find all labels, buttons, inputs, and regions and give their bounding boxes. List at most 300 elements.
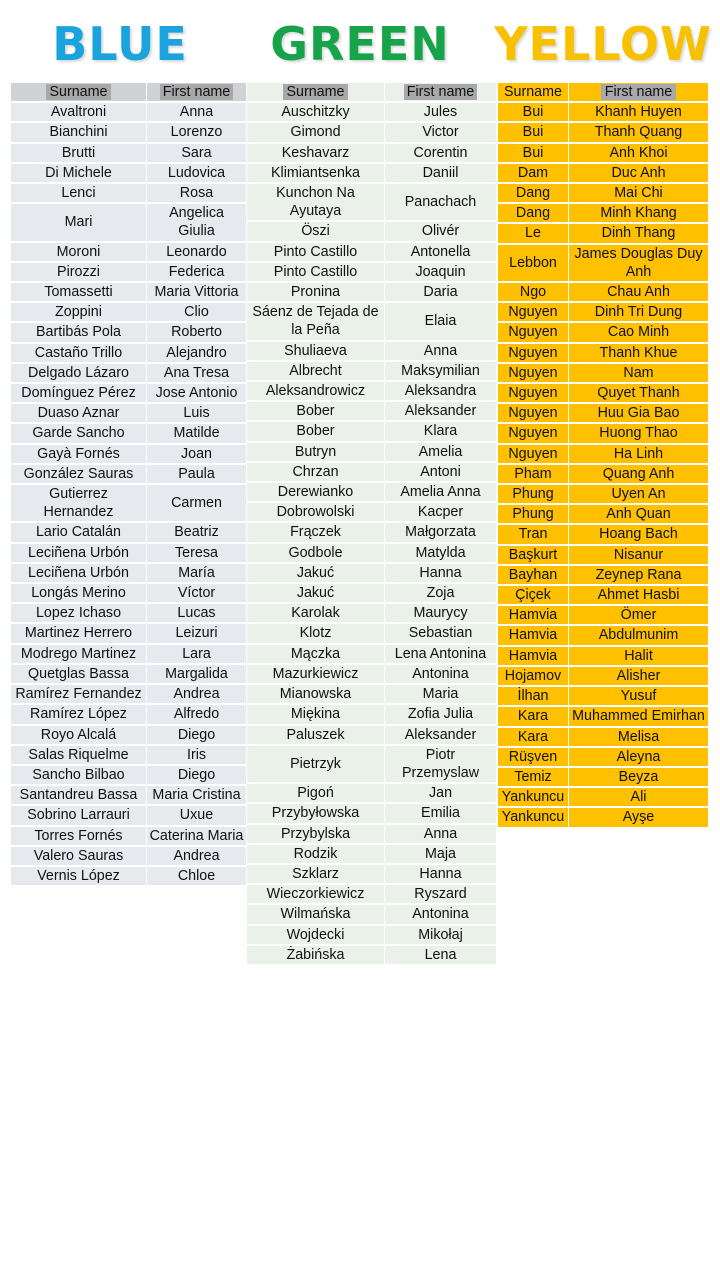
surname-cell: Mianowska	[246, 685, 384, 703]
first-name-cell: Federica	[146, 263, 246, 281]
surname-cell: Wieczorkiewicz	[246, 885, 384, 903]
table-row	[10, 445, 246, 463]
surname-cell: Pham	[497, 465, 568, 483]
first-name-cell: Alisher	[568, 667, 708, 685]
table-row	[246, 402, 496, 420]
first-name-cell: Klara	[384, 422, 496, 440]
surname-cell: Quetglas Bassa	[10, 665, 146, 683]
table-row	[246, 604, 496, 622]
first-name-cell: Mikołaj	[384, 926, 496, 944]
table-row	[10, 827, 246, 845]
surname-cell: Le	[497, 224, 568, 242]
table-row	[10, 204, 246, 240]
table-row	[497, 606, 708, 624]
table-row	[246, 645, 496, 663]
first-name-cell: Huong Thao	[568, 424, 708, 442]
table-row	[497, 707, 708, 725]
surname-cell: Salas Riquelme	[10, 746, 146, 764]
surname-cell: Delgado Lázaro	[10, 364, 146, 382]
first-name-cell: Hanna	[384, 865, 496, 883]
first-name-cell: Diego	[146, 766, 246, 784]
table-row	[246, 564, 496, 582]
first-name-cell: Elaia	[384, 303, 496, 339]
surname-cell: Hamvia	[497, 647, 568, 665]
first-name-cell: Anh Khoi	[568, 144, 708, 162]
surname-cell: Pietrzyk	[246, 746, 384, 782]
first-name-cell: Maria Vittoria	[146, 283, 246, 301]
first-name-cell: Aleksander	[384, 402, 496, 420]
first-name-cell: Victor	[384, 123, 496, 141]
table-row	[246, 123, 496, 141]
surname-cell: Aleksandrowicz	[246, 382, 384, 400]
first-name-cell: Maria Cristina	[146, 786, 246, 804]
table-row	[246, 946, 496, 964]
table-row	[246, 243, 496, 261]
table-row	[10, 645, 246, 663]
table-row	[10, 283, 246, 301]
surname-cell: Wilmańska	[246, 905, 384, 923]
first-name-cell: Dinh Thang	[568, 224, 708, 242]
surname-header: Surname	[10, 83, 146, 101]
surname-cell: Pronina	[246, 283, 384, 301]
green-team-title: GREEN	[270, 17, 450, 71]
first-name-cell: Sebastian	[384, 624, 496, 642]
first-name-cell: Aleksandra	[384, 382, 496, 400]
table-row	[497, 647, 708, 665]
first-name-cell: Clio	[146, 303, 246, 321]
first-name-cell: Halit	[568, 647, 708, 665]
first-name-cell: Lucas	[146, 604, 246, 622]
surname-cell: Szklarz	[246, 865, 384, 883]
surname-cell: Klimiantsenka	[246, 164, 384, 182]
first-name-cell: Zeynep Rana	[568, 566, 708, 584]
first-name-cell: Lena Antonina	[384, 645, 496, 663]
table-row	[497, 748, 708, 766]
table-row	[246, 926, 496, 944]
table-row	[246, 303, 496, 339]
table-row	[10, 323, 246, 341]
first-name-cell: Margalida	[146, 665, 246, 683]
surname-cell: Çiçek	[497, 586, 568, 604]
first-name-cell: Andrea	[146, 685, 246, 703]
first-name-cell: Teresa	[146, 544, 246, 562]
first-name-cell: Joaquin	[384, 263, 496, 281]
table-row	[246, 503, 496, 521]
first-name-cell: Beyza	[568, 768, 708, 786]
first-name-cell: Huu Gia Bao	[568, 404, 708, 422]
surname-cell: Brutti	[10, 144, 146, 162]
surname-cell: Temiz	[497, 768, 568, 786]
first-name-cell: Ludovica	[146, 164, 246, 182]
surname-cell: Bartibás Pola	[10, 323, 146, 341]
first-name-header: First name	[384, 83, 496, 101]
table-row	[246, 342, 496, 360]
table-row	[246, 746, 496, 782]
surname-cell: Santandreu Bassa	[10, 786, 146, 804]
surname-cell: Kara	[497, 728, 568, 746]
first-name-header: First name	[146, 83, 246, 101]
surname-cell: Moroni	[10, 243, 146, 261]
surname-cell: Nguyen	[497, 404, 568, 422]
table-row	[10, 164, 246, 182]
surname-cell: González Sauras	[10, 465, 146, 483]
table-row	[10, 485, 246, 521]
surname-cell: Bober	[246, 402, 384, 420]
first-name-cell: Aleksander	[384, 726, 496, 744]
surname-header: Surname	[246, 83, 384, 101]
surname-cell: Di Michele	[10, 164, 146, 182]
surname-cell: Duaso Aznar	[10, 404, 146, 422]
yellow-rows	[497, 103, 708, 826]
first-name-cell: Jules	[384, 103, 496, 121]
surname-cell: Pinto Castillo	[246, 263, 384, 281]
table-row	[10, 364, 246, 382]
first-name-cell: Kacper	[384, 503, 496, 521]
surname-cell: Paluszek	[246, 726, 384, 744]
surname-cell: Hamvia	[497, 626, 568, 644]
table-row	[246, 825, 496, 843]
first-name-cell: Mai Chi	[568, 184, 708, 202]
surname-cell: Nguyen	[497, 445, 568, 463]
surname-cell: Sancho Bilbao	[10, 766, 146, 784]
first-name-cell: Andrea	[146, 847, 246, 865]
surname-cell: Ngo	[497, 283, 568, 301]
first-name-cell: Roberto	[146, 323, 246, 341]
first-name-cell: Maurycy	[384, 604, 496, 622]
table-row	[10, 665, 246, 683]
table-row	[246, 144, 496, 162]
table-row	[497, 505, 708, 523]
table-row	[10, 465, 246, 483]
first-name-cell: Antoni	[384, 463, 496, 481]
first-name-cell: Sara	[146, 144, 246, 162]
first-name-cell: Melisa	[568, 728, 708, 746]
green-header-row	[246, 83, 496, 101]
first-name-cell: Duc Anh	[568, 164, 708, 182]
table-row	[246, 665, 496, 683]
first-name-cell: Lorenzo	[146, 123, 246, 141]
table-row	[497, 204, 708, 222]
table-row	[497, 586, 708, 604]
table-row	[10, 123, 246, 141]
table-row	[497, 144, 708, 162]
first-name-cell: Iris	[146, 746, 246, 764]
surname-cell: Tran	[497, 525, 568, 543]
yellow-team-table	[497, 81, 708, 829]
surname-cell: Lopez Ichaso	[10, 604, 146, 622]
first-name-cell: Ha Linh	[568, 445, 708, 463]
surname-cell: İlhan	[497, 687, 568, 705]
first-name-cell: Uyen An	[568, 485, 708, 503]
table-row	[497, 283, 708, 301]
first-name-cell: Nisanur	[568, 546, 708, 564]
first-name-header: First name	[568, 83, 708, 101]
table-row	[497, 323, 708, 341]
table-row	[10, 624, 246, 642]
first-name-cell: Paula	[146, 465, 246, 483]
table-row	[497, 465, 708, 483]
surname-cell: Gutierrez Hernandez	[10, 485, 146, 521]
first-name-cell: Ahmet Hasbi	[568, 586, 708, 604]
table-row	[497, 525, 708, 543]
surname-cell: Vernis López	[10, 867, 146, 885]
surname-cell: Dam	[497, 164, 568, 182]
table-row	[497, 404, 708, 422]
surname-cell: Leciñena Urbón	[10, 544, 146, 562]
surname-cell: Bianchini	[10, 123, 146, 141]
table-row	[497, 626, 708, 644]
surname-cell: Jakuć	[246, 584, 384, 602]
first-name-cell: Ömer	[568, 606, 708, 624]
table-row	[10, 746, 246, 764]
table-row	[10, 523, 246, 541]
first-name-cell: Amelia	[384, 443, 496, 461]
surname-cell: Yankuncu	[497, 788, 568, 806]
table-row	[246, 544, 496, 562]
table-row	[246, 685, 496, 703]
surname-cell: Sáenz de Tejada de la Peña	[246, 303, 384, 339]
table-row	[497, 667, 708, 685]
first-name-cell: Chloe	[146, 867, 246, 885]
yellow-header-row	[497, 83, 708, 101]
first-name-cell: Quang Anh	[568, 465, 708, 483]
table-row	[246, 845, 496, 863]
table-row	[497, 687, 708, 705]
yellow-team-title: YELLOW	[494, 17, 712, 71]
first-name-cell: Maja	[384, 845, 496, 863]
first-name-cell: Ana Tresa	[146, 364, 246, 382]
table-row	[246, 705, 496, 723]
first-name-cell: Piotr Przemyslaw	[384, 746, 496, 782]
first-name-cell: Jan	[384, 784, 496, 802]
table-row	[497, 384, 708, 402]
surname-cell: Frączek	[246, 523, 384, 541]
table-row	[497, 546, 708, 564]
surname-cell: Castaño Trillo	[10, 344, 146, 362]
surname-cell: Dang	[497, 184, 568, 202]
first-name-cell: Alfredo	[146, 705, 246, 723]
surname-cell: Nguyen	[497, 303, 568, 321]
table-row	[246, 624, 496, 642]
surname-cell: Pinto Castillo	[246, 243, 384, 261]
surname-cell: Martinez Herrero	[10, 624, 146, 642]
green-rows	[246, 103, 496, 964]
table-row	[10, 263, 246, 281]
surname-cell: Albrecht	[246, 362, 384, 380]
first-name-cell: Diego	[146, 726, 246, 744]
table-row	[497, 485, 708, 503]
table-row	[246, 726, 496, 744]
surname-cell: Godbole	[246, 544, 384, 562]
table-row	[10, 685, 246, 703]
surname-cell: Başkurt	[497, 546, 568, 564]
table-row	[497, 344, 708, 362]
first-name-cell: Nam	[568, 364, 708, 382]
surname-cell: Pigoń	[246, 784, 384, 802]
surname-cell: Bui	[497, 123, 568, 141]
surname-cell: Jakuć	[246, 564, 384, 582]
table-row	[246, 283, 496, 301]
surname-header: Surname	[497, 83, 568, 101]
table-row	[246, 463, 496, 481]
surname-cell: Pirozzi	[10, 263, 146, 281]
surname-cell: Rüşven	[497, 748, 568, 766]
surname-cell: Bayhan	[497, 566, 568, 584]
table-row	[246, 382, 496, 400]
table-row	[246, 905, 496, 923]
first-name-cell: Thanh Quang	[568, 123, 708, 141]
surname-cell: Hamvia	[497, 606, 568, 624]
first-name-cell: Amelia Anna	[384, 483, 496, 501]
first-name-cell: Beatriz	[146, 523, 246, 541]
table-row	[10, 243, 246, 261]
table-row	[497, 768, 708, 786]
first-name-cell: Muhammed Emirhan	[568, 707, 708, 725]
first-name-cell: Abdulmunim	[568, 626, 708, 644]
surname-cell: Lenci	[10, 184, 146, 202]
surname-cell: Longás Merino	[10, 584, 146, 602]
first-name-cell: Alejandro	[146, 344, 246, 362]
surname-cell: Przybylska	[246, 825, 384, 843]
table-row	[10, 544, 246, 562]
table-row	[497, 123, 708, 141]
table-row	[246, 804, 496, 822]
first-name-cell: Panachach	[384, 184, 496, 220]
table-row	[246, 865, 496, 883]
surname-cell: Miękina	[246, 705, 384, 723]
surname-cell: Bui	[497, 144, 568, 162]
table-row	[246, 164, 496, 182]
surname-cell: Kara	[497, 707, 568, 725]
table-row	[246, 422, 496, 440]
surname-cell: Shuliaeva	[246, 342, 384, 360]
table-row	[497, 445, 708, 463]
surname-cell: Modrego Martinez	[10, 645, 146, 663]
table-row	[10, 103, 246, 121]
first-name-cell: Anna	[384, 342, 496, 360]
table-row	[10, 705, 246, 723]
surname-cell: Żabińska	[246, 946, 384, 964]
first-name-cell: Caterina Maria	[146, 827, 246, 845]
surname-cell: Garde Sancho	[10, 424, 146, 442]
surname-cell: Gayà Fornés	[10, 445, 146, 463]
surname-cell: Hojamov	[497, 667, 568, 685]
table-row	[497, 224, 708, 242]
surname-cell: Dobrowolski	[246, 503, 384, 521]
table-row	[10, 344, 246, 362]
first-name-cell: Víctor	[146, 584, 246, 602]
first-name-cell: Minh Khang	[568, 204, 708, 222]
surname-cell: Ramírez López	[10, 705, 146, 723]
table-row	[10, 144, 246, 162]
table-row	[497, 808, 708, 826]
first-name-cell: Luis	[146, 404, 246, 422]
first-name-cell: Matilde	[146, 424, 246, 442]
table-row	[497, 364, 708, 382]
first-name-cell: Thanh Khue	[568, 344, 708, 362]
table-row	[497, 103, 708, 121]
table-row	[497, 303, 708, 321]
surname-cell: Bober	[246, 422, 384, 440]
first-name-cell: Antonella	[384, 243, 496, 261]
first-name-cell: Corentin	[384, 144, 496, 162]
table-row	[10, 786, 246, 804]
surname-cell: Mari	[10, 204, 146, 240]
surname-cell: Nguyen	[497, 344, 568, 362]
first-name-cell: Ryszard	[384, 885, 496, 903]
surname-cell: Tomassetti	[10, 283, 146, 301]
first-name-cell: Uxue	[146, 806, 246, 824]
first-name-cell: Leonardo	[146, 243, 246, 261]
surname-cell: Zoppini	[10, 303, 146, 321]
surname-cell: Yankuncu	[497, 808, 568, 826]
surname-cell: Kunchon Na Ayutaya	[246, 184, 384, 220]
surname-cell: Bui	[497, 103, 568, 121]
surname-cell: Lario Catalán	[10, 523, 146, 541]
table-row	[10, 564, 246, 582]
surname-cell: Avaltroni	[10, 103, 146, 121]
first-name-cell: Anh Quan	[568, 505, 708, 523]
table-row	[246, 584, 496, 602]
table-row	[246, 184, 496, 220]
surname-cell: Rodzik	[246, 845, 384, 863]
table-row	[246, 103, 496, 121]
surname-cell: Derewianko	[246, 483, 384, 501]
first-name-cell: Daria	[384, 283, 496, 301]
first-name-cell: Maksymilian	[384, 362, 496, 380]
surname-cell: Nguyen	[497, 323, 568, 341]
first-name-cell: Yusuf	[568, 687, 708, 705]
first-name-cell: Cao Minh	[568, 323, 708, 341]
first-name-cell: María	[146, 564, 246, 582]
first-name-cell: Maria	[384, 685, 496, 703]
first-name-cell: Hoang Bach	[568, 525, 708, 543]
first-name-cell: Zofia Julia	[384, 705, 496, 723]
table-row	[10, 867, 246, 885]
surname-cell: Valero Sauras	[10, 847, 146, 865]
surname-cell: Karolak	[246, 604, 384, 622]
first-name-cell: Rosa	[146, 184, 246, 202]
first-name-cell: Carmen	[146, 485, 246, 521]
surname-cell: Butryn	[246, 443, 384, 461]
first-name-cell: Małgorzata	[384, 523, 496, 541]
blue-team-title: BLUE	[52, 17, 188, 71]
surname-cell: Gimond	[246, 123, 384, 141]
surname-cell: Nguyen	[497, 364, 568, 382]
surname-cell: Phung	[497, 505, 568, 523]
first-name-cell: Olivér	[384, 222, 496, 240]
surname-cell: Nguyen	[497, 384, 568, 402]
first-name-cell: Khanh Huyen	[568, 103, 708, 121]
first-name-cell: Ali	[568, 788, 708, 806]
table-row	[497, 788, 708, 806]
surname-cell: Nguyen	[497, 424, 568, 442]
table-row	[10, 806, 246, 824]
surname-cell: Przybyłowska	[246, 804, 384, 822]
green-team-table	[246, 81, 496, 966]
table-row	[497, 184, 708, 202]
first-name-cell: Matylda	[384, 544, 496, 562]
table-row	[246, 263, 496, 281]
surname-cell: Lebbon	[497, 245, 568, 281]
table-row	[10, 604, 246, 622]
first-name-cell: Zoja	[384, 584, 496, 602]
table-row	[497, 424, 708, 442]
first-name-cell: Quyet Thanh	[568, 384, 708, 402]
table-row	[497, 728, 708, 746]
table-row	[10, 726, 246, 744]
table-row	[10, 184, 246, 202]
